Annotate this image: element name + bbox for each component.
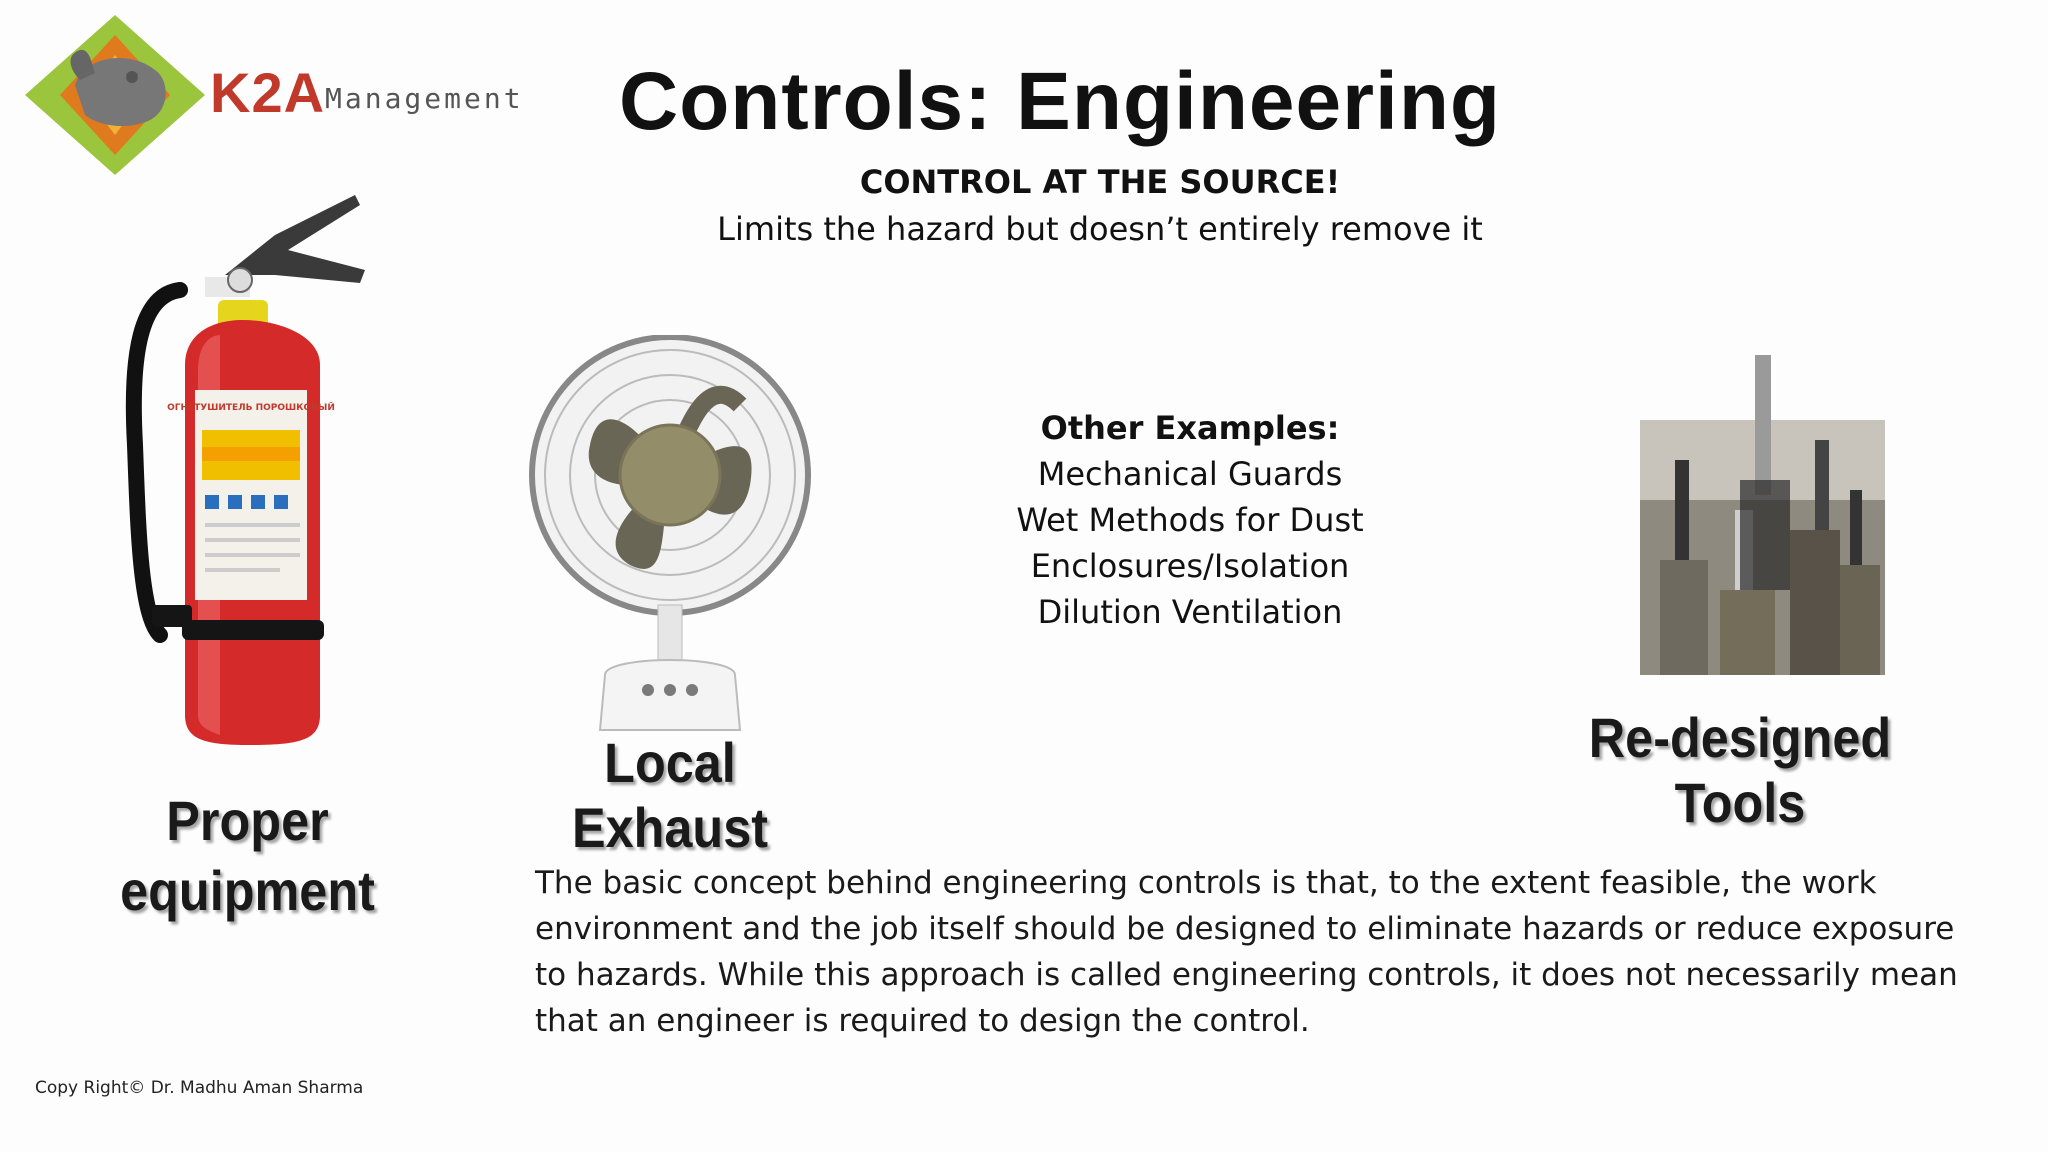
desk-fan-image: [520, 335, 820, 735]
logo-brand-text: K2A: [210, 61, 326, 124]
slide-subtitle: CONTROL AT THE SOURCE!: [859, 163, 1341, 201]
slide-title: Controls: Engineering: [619, 56, 1501, 147]
other-examples-heading: Other Examples:: [1040, 409, 1340, 447]
caption-redesigned-tools: Re-designed Tools: [1588, 706, 1892, 834]
caption-proper-equipment: [88, 786, 408, 926]
example-item: Mechanical Guards: [1037, 455, 1343, 493]
caption-local-exhaust: Local Exhaust: [571, 731, 769, 859]
other-examples-list: [960, 405, 1420, 635]
logo-suffix-text: Management: [325, 82, 524, 115]
caption-line: Proper: [166, 789, 329, 852]
example-item: Dilution Ventilation: [1037, 593, 1343, 631]
example-item: Enclosures/Isolation: [1030, 547, 1350, 585]
caption-line: equipment: [120, 859, 375, 922]
extinguisher-label-text: ОГНЕТУШИТЕЛЬ ПОРОШКОВЫЙ: [167, 403, 335, 413]
copyright-footer: Copy Right© Dr. Madhu Aman Sharma: [35, 1078, 364, 1098]
example-item: Wet Methods for Dust: [1016, 501, 1364, 539]
cutting-tools-image: [1640, 350, 1885, 675]
body-paragraph: The basic concept behind engineering controls is that, to the extent feasible, the work environment and the job itself should be designed to eliminate hazards or reduce exposure to hazards. While this approach is called engineering controls, it does not necessarily mean that an engineer is required to design the control.: [535, 865, 1958, 1039]
fire-extinguisher-image: [110, 195, 380, 750]
slide-subtext: Limits the hazard but doesn’t entirely remove it: [717, 210, 1483, 248]
